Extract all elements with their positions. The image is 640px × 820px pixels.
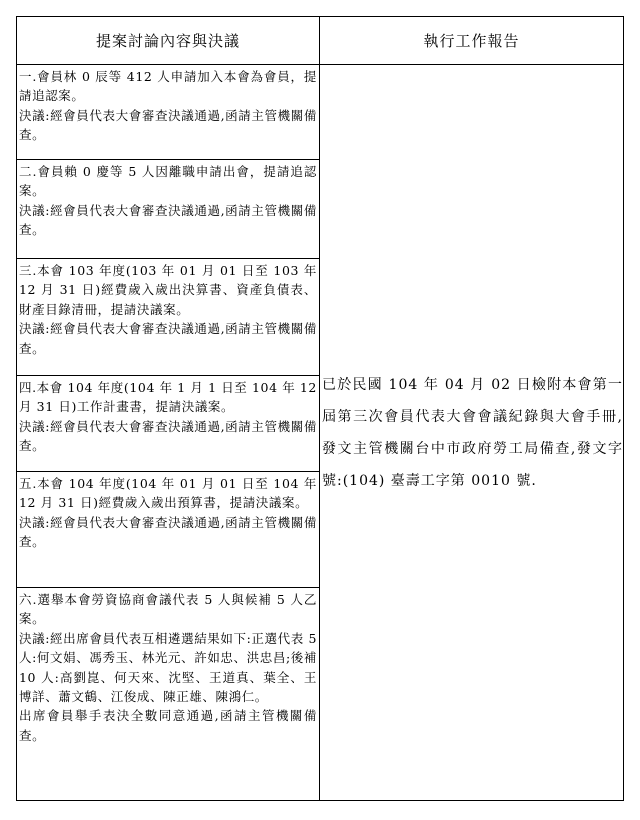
- proposal-text: 六.選舉本會勞資協商會議代表 5 人與候補 5 人乙案。: [19, 592, 317, 627]
- proposal-cell-1: [17, 65, 320, 160]
- proposal-cell-3: [17, 259, 320, 376]
- table-header-row: [17, 17, 624, 65]
- table-row: [17, 65, 624, 160]
- approval-text: 出席會員舉手表決全數同意通過,函請主管機關備查。: [19, 708, 317, 743]
- proposal-text: 三.本會 103 年度(103 年 01 月 01 日至 103 年 12 月 31 日)經費歲入歲出決算書、資產負債表、財產目錄清冊，提請決議案。: [19, 263, 317, 317]
- resolution-text: 決議:經會員代表大會審查決議通過,函請主管機關備查。: [19, 321, 317, 356]
- document-page: [16, 16, 623, 801]
- resolution-text: 決議:經出席會員代表互相遴選結果如下:正選代表 5 人:何文娟、馮秀玉、林光元、許如忠、洪忠昌;後補 10 人:高劉崑、何天來、沈堅、王道真、葉全、王博詳、蕭文鶴、江俊成、陳正雄、陳鴻仁。: [19, 630, 317, 705]
- proposal-text: 二.會員賴 0 慶等 5 人因離職申請出會，提請追認案。: [19, 164, 317, 199]
- proposal-text: 一.會員林 0 辰等 412 人申請加入本會為會員，提請追認案。: [19, 69, 317, 104]
- header-report: 執行工作報告: [320, 17, 624, 65]
- report-cell: [320, 65, 624, 801]
- proposal-text: 五.本會 104 年度(104 年 01 月 01 日至 104 年 12 月 31 日)經費歲入歲出預算書，提請決議案。: [19, 476, 317, 511]
- resolution-text: 決議:經會員代表大會審查決議通過,函請主管機關備查。: [19, 107, 317, 143]
- proposal-text: 四.本會 104 年度(104 年 1 月 1 日至 104 年 12 月 31 日)工作計畫書，提請決議案。: [19, 380, 317, 415]
- resolution-text: 決議:經會員代表大會審查決議通過,函請主管機關備查。: [19, 418, 317, 454]
- proposal-cell-6: [17, 588, 320, 801]
- resolution-text: 決議:經會員代表大會審查決議通過,函請主管機關備查。: [19, 202, 317, 238]
- proposal-cell-4: [17, 376, 320, 472]
- proposal-cell-2: [17, 160, 320, 259]
- resolution-text: 決議:經會員代表大會審查決議通過,函請主管機關備查。: [19, 514, 317, 550]
- header-proposals: 提案討論內容與決議: [17, 17, 320, 65]
- proposal-cell-5: [17, 472, 320, 588]
- resolution-table: [16, 16, 624, 801]
- report-text: 已於民國 104 年 04 月 02 日檢附本會第一屆第三次會員代表大會會議紀錄與大會手冊,發文主管機關台中市政府勞工局備查,發文字號:(104) 臺壽工字第 0010 號.: [322, 376, 623, 489]
